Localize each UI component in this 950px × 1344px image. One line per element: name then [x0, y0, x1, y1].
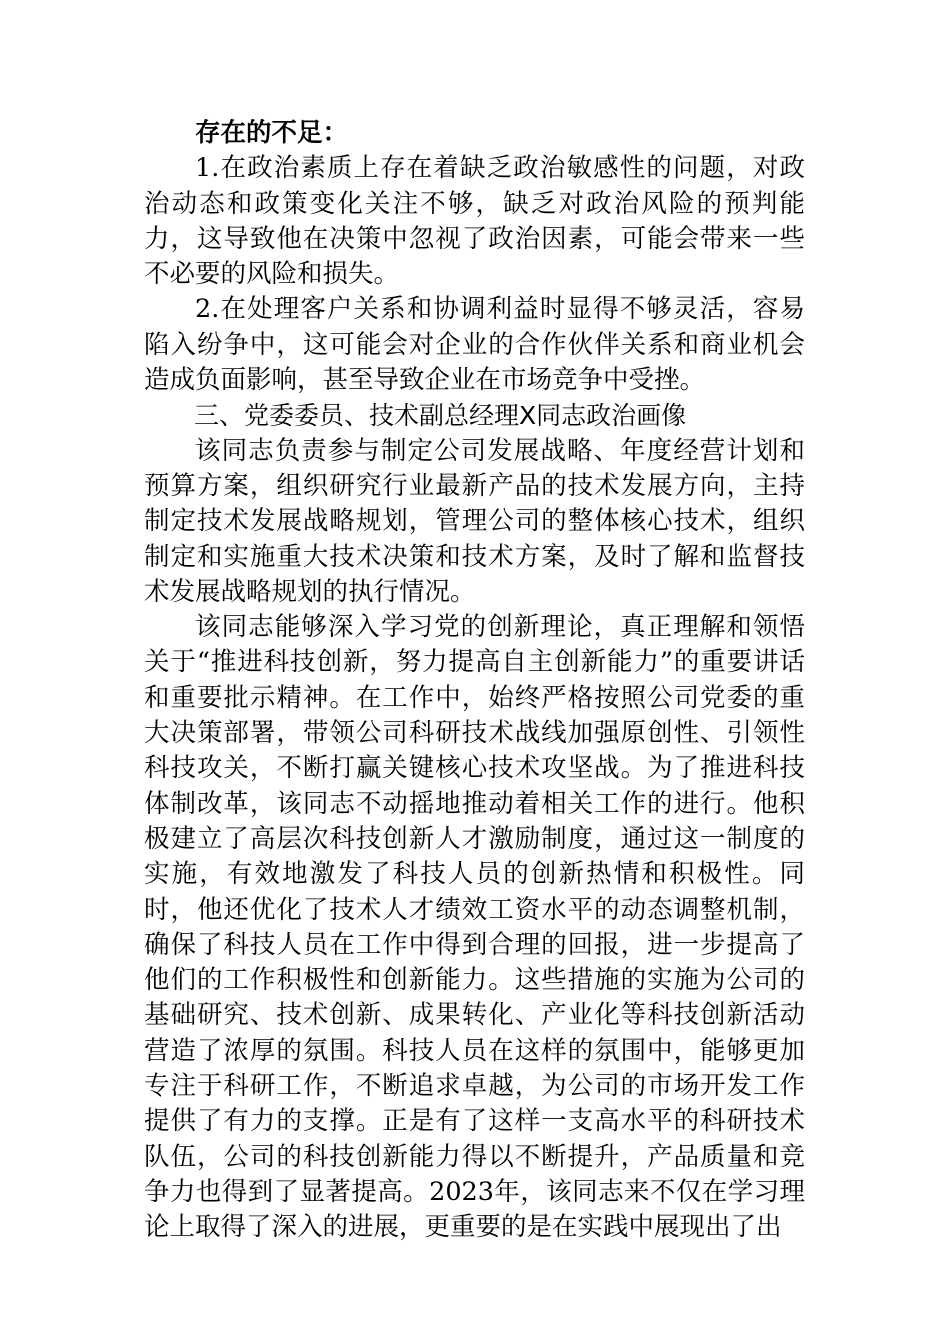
- shortcoming-paragraph-2: 2.在处理客户关系和协调利益时显得不够灵活，容易陷入纷争中，这可能会对企业的合作伙伴关系和商业机会造成负面影响，甚至导致企业在市场竞争中受挫。: [144, 294, 805, 396]
- section-heading: 三、党委委员、技术副总经理X同志政治画像: [194, 401, 687, 431]
- profile-paragraph-1: 该同志负责参与制定公司发展战略、年度经营计划和预算方案，组织研究行业最新产品的技术发展方向，主持制定技术发展战略规划，管理公司的整体核心技术，组织制定和实施重大技术决策和技术方案，及时了解和监督技术发展战略规划的执行情况。: [144, 435, 805, 607]
- document-page: [144, 116, 805, 1246]
- shortcoming-paragraph-1: 1.在政治素质上存在着缺乏政治敏感性的问题，对政治动态和政策变化关注不够，缺乏对政治风险的预判能力，这导致他在决策中忽视了政治因素，可能会带来一些不必要的风险和损失。: [144, 153, 805, 290]
- profile-paragraph-2: 该同志能够深入学习党的创新理论，真正理解和领悟关于“推进科技创新，努力提高自主创新能力”的重要讲话和重要批示精神。在工作中，始终严格按照公司党委的重大决策部署，带领公司科研技术战线加强原创性、引领性科技攻关，不断打赢关键核心技术攻坚战。为了推进科技体制改革，该同志不动摇地推动着相关工作的进行。他积极建立了高层次科技创新人才激励制度，通过这一制度的实施，有效地激发了科技人员的创新热情和积极性。同时，他还优化了技术人才绩效工资水平的动态调整机制，确保了科技人员在工作中得到合理的回报，进一步提高了他们的工作积极性和创新能力。这些措施的实施为公司的基础研究、技术创新、成果转化、产业化等科技创新活动营造了浓厚的氛围。科技人员在这样的氛围中，能够更加专注于科研工作，不断追求卓越，为公司的市场开发工作提供了有力的支撑。正是有了这样一支高水平的科研技术队伍，公司的科技创新能力得以不断提升，产品质量和竞争力也得到了显著提高。2023年，该同志来不仅在学习理论上取得了深入的进展，更重要的是在实践中展现出了出: [144, 612, 805, 1243]
- shortcomings-label: 存在的不足：: [195, 118, 349, 148]
